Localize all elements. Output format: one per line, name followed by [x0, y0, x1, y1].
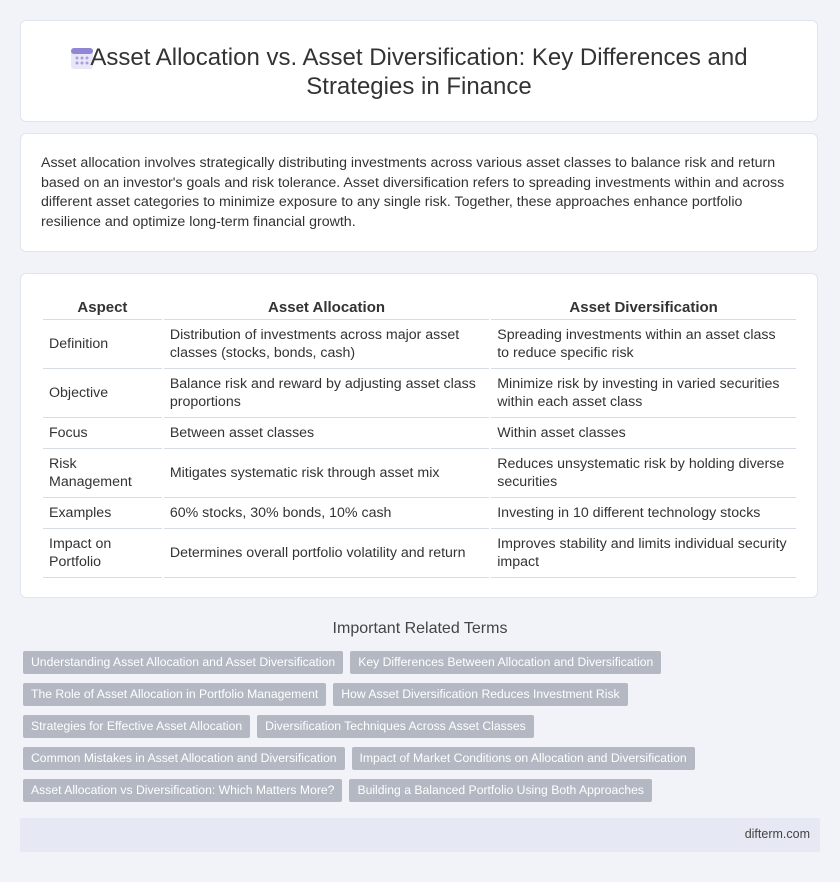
related-term-link[interactable]: Diversification Techniques Across Asset Classes: [257, 715, 534, 738]
table-cell: Investing in 10 different technology stocks: [491, 498, 796, 529]
related-term-link[interactable]: Impact of Market Conditions on Allocation and Diversification: [352, 747, 695, 770]
table-header-row: [43, 294, 796, 320]
table-cell: Within asset classes: [491, 418, 796, 449]
table-cell: Distribution of investments across major asset classes (stocks, bonds, cash): [164, 320, 489, 369]
header-card: [20, 20, 818, 122]
table-row: [43, 529, 796, 578]
header-asset-diversification: Asset Diversification: [491, 294, 796, 320]
related-term-link[interactable]: Strategies for Effective Asset Allocation: [23, 715, 250, 738]
table-cell: Minimize risk by investing in varied securities within each asset class: [491, 369, 796, 418]
footer: [20, 818, 820, 852]
table-cell: Definition: [43, 320, 162, 369]
table-cell: Improves stability and limits individual security impact: [491, 529, 796, 578]
related-term-link[interactable]: Building a Balanced Portfolio Using Both Approaches: [349, 779, 652, 802]
table-cell: Impact on Portfolio: [43, 529, 162, 578]
related-term-link[interactable]: Asset Allocation vs Diversification: Which Matters More?: [23, 779, 342, 802]
intro-card: [20, 133, 818, 252]
related-term-link[interactable]: The Role of Asset Allocation in Portfolio Management: [23, 683, 326, 706]
table-cell: Focus: [43, 418, 162, 449]
related-terms-list: [23, 651, 823, 811]
header-asset-allocation: Asset Allocation: [164, 294, 489, 320]
table-cell: Balance risk and reward by adjusting asset class proportions: [164, 369, 489, 418]
related-term-link[interactable]: Common Mistakes in Asset Allocation and Diversification: [23, 747, 345, 770]
related-terms-title: Important Related Terms: [332, 620, 508, 637]
table-cell: Objective: [43, 369, 162, 418]
table-cell: Mitigates systematic risk through asset mix: [164, 449, 489, 498]
header-aspect: Aspect: [43, 294, 162, 320]
table-row: [43, 498, 796, 529]
table-row: [43, 449, 796, 498]
related-term-link[interactable]: How Asset Diversification Reduces Investment Risk: [333, 683, 627, 706]
intro-text: Asset allocation involves strategically distributing investments across various asset classes to balance risk and return based on an investor's goals and risk tolerance. Asset diversification refers to spreading investments within and across different asset categories to minimize exposure to any single risk. Together, these approaches enhance portfolio resilience and optimize long-term financial growth.: [41, 155, 785, 230]
comparison-table: [41, 294, 798, 578]
table-cell: Risk Management: [43, 449, 162, 498]
table-cell: Reduces unsystematic risk by holding diverse securities: [491, 449, 796, 498]
page-title: Asset Allocation vs. Asset Diversification: Key Differences and Strategies in Finance: [90, 44, 748, 100]
table-cell: Examples: [43, 498, 162, 529]
table-row: [43, 320, 796, 369]
related-term-link[interactable]: Key Differences Between Allocation and Diversification: [350, 651, 661, 674]
table-cell: Determines overall portfolio volatility and return: [164, 529, 489, 578]
table-cell: Between asset classes: [164, 418, 489, 449]
related-term-link[interactable]: Understanding Asset Allocation and Asset Diversification: [23, 651, 343, 674]
footer-site-link[interactable]: difterm.com: [744, 827, 810, 841]
table-cell: 60% stocks, 30% bonds, 10% cash: [164, 498, 489, 529]
comparison-card: [20, 273, 818, 598]
table-cell: Spreading investments within an asset class to reduce specific risk: [491, 320, 796, 369]
table-row: [43, 418, 796, 449]
table-row: [43, 369, 796, 418]
